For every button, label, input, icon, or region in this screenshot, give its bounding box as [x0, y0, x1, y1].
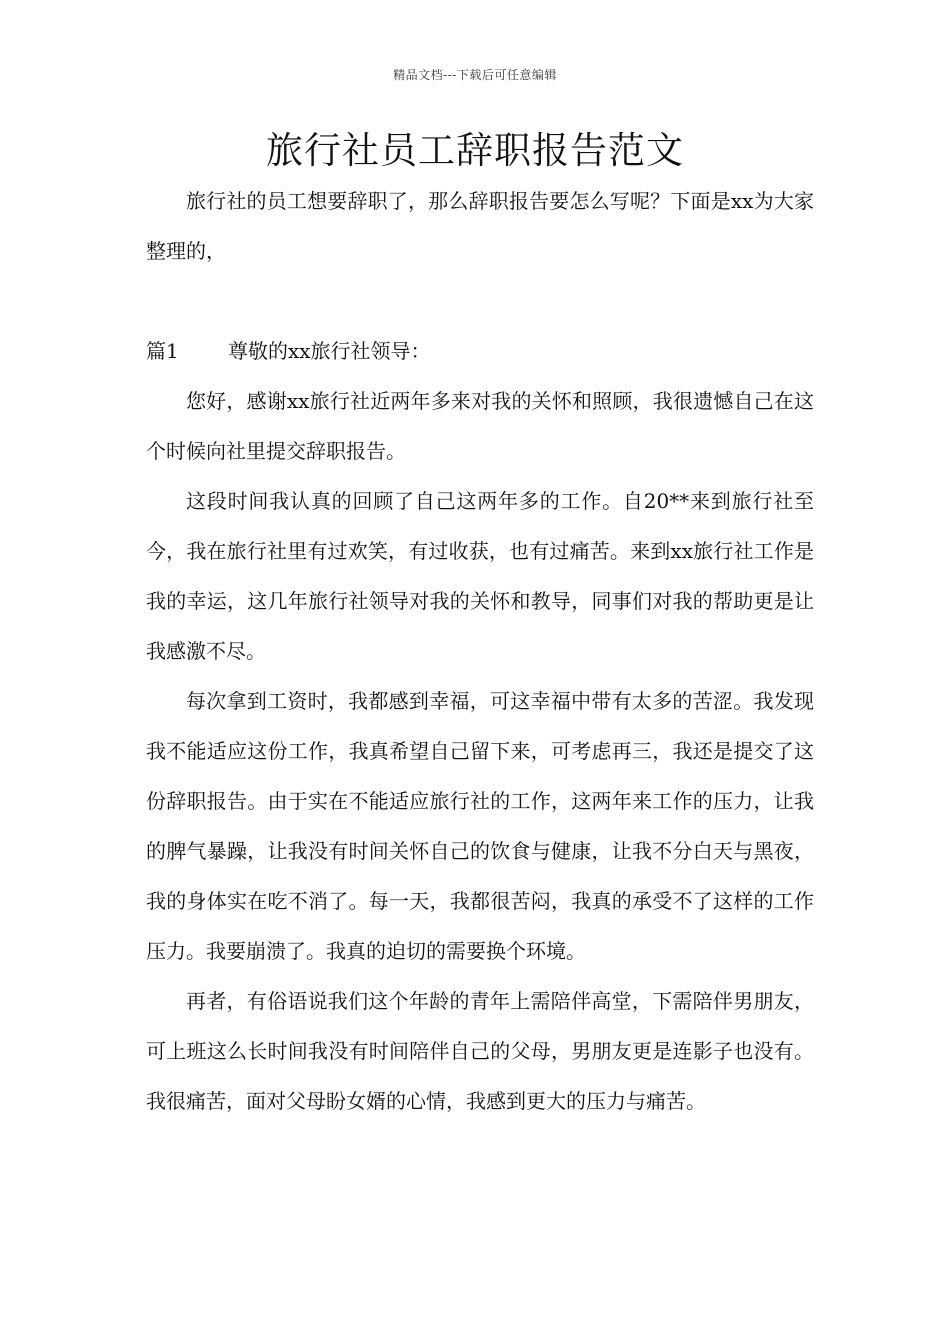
paragraph: 这段时间我认真的回顾了自己这两年多的工作。自20**来到旅行社至今，我在旅行社里有过欢笑，有过收获，也有过痛苦。来到xx旅行社工作是我的幸运，这几年旅行社领导对我的关怀和教导，同事们对我的帮助更是让我感激不尽。: [146, 489, 814, 663]
intro-section: [146, 176, 814, 276]
header-note: 精品文档---下载后可任意编辑: [393, 68, 557, 82]
paragraph: 您好，感谢xx旅行社近两年多来对我的关怀和照顾，我很遗憾自己在这个时候向社里提交辞职报告。: [146, 389, 814, 463]
letter-section: [146, 326, 814, 1126]
intro-paragraph: 旅行社的员工想要辞职了，那么辞职报告要怎么写呢？下面是xx为大家整理的，: [146, 189, 814, 263]
salutation-text: 尊敬的xx旅行社领导：: [228, 339, 431, 363]
document-title: 旅行社员工辞职报告范文: [266, 129, 684, 172]
section-label: 篇1: [146, 339, 179, 363]
paragraph: 每次拿到工资时，我都感到幸福，可这幸福中带有太多的苦涩。我发现我不能适应这份工作，我真希望自己留下来，可考虑再三，我还是提交了这份辞职报告。由于实在不能适应旅行社的工作，这两年来工作的压力，让我的脾气暴躁，让我没有时间关怀自己的饮食与健康，让我不分白天与黑夜，我的身体实在吃不消了。每一天，我都很苦闷，我真的承受不了这样的工作压力。我要崩溃了。我真的迫切的需要换个环境。: [146, 689, 814, 963]
paragraph: 再者，有俗语说我们这个年龄的青年上需陪伴高堂，下需陪伴男朋友，可上班这么长时间我没有时间陪伴自己的父母，男朋友更是连影子也没有。我很痛苦，面对父母盼女婿的心情，我感到更大的压力与痛苦。: [146, 989, 814, 1113]
salutation-line: [146, 326, 814, 376]
